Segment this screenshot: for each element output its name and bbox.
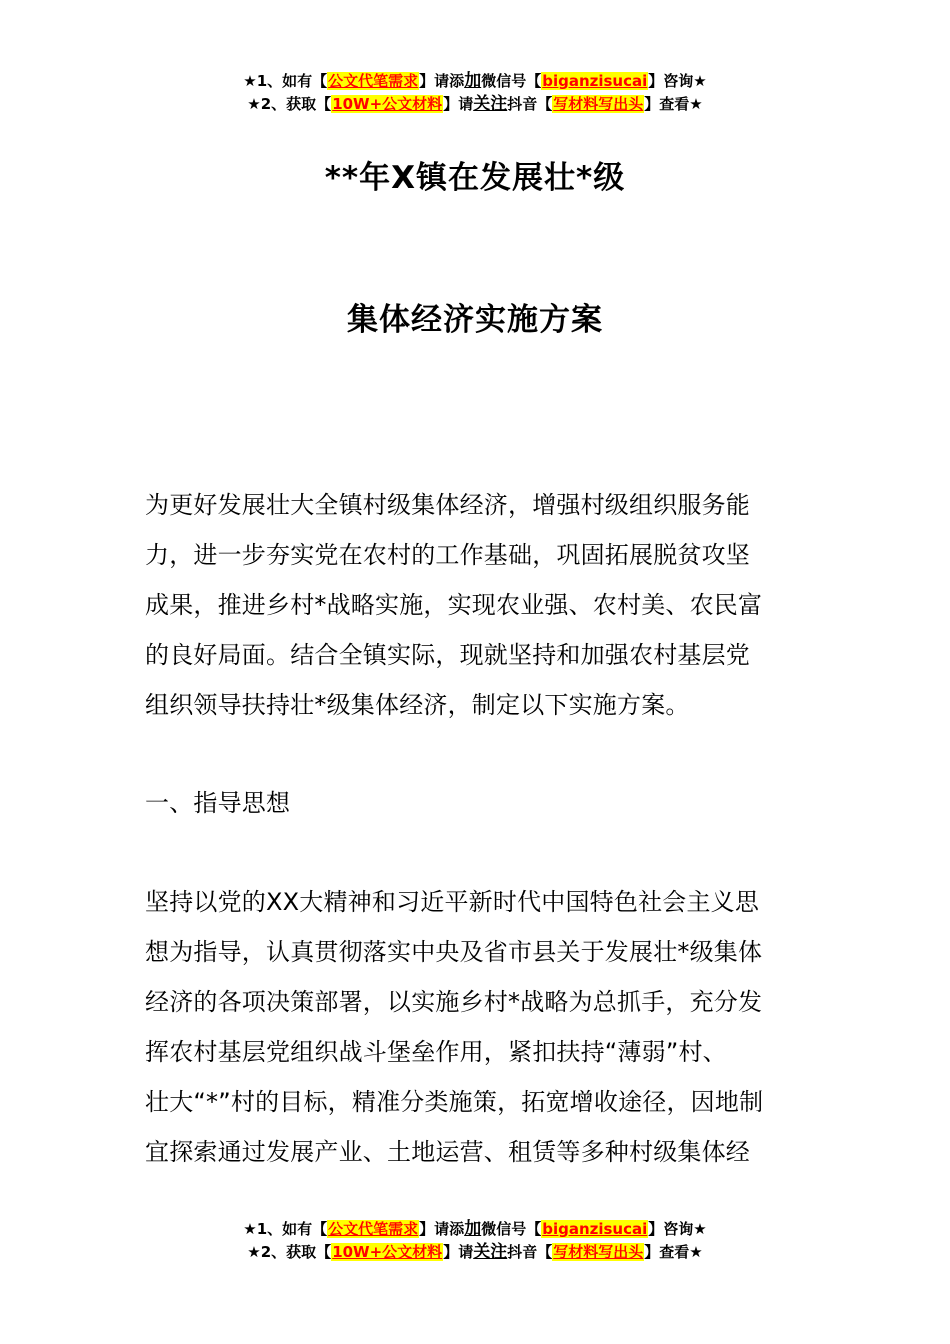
paragraph-line: 壮大“*”村的目标，精准分类施策，拓宽增收途径，因地制 xyxy=(145,1088,764,1116)
paragraph-line: 想为指导，认真贯彻落实中央及省市县关于发展壮*级集体 xyxy=(145,938,763,966)
paragraph-line: 力，进一步夯实党在农村的工作基础，巩固拓展脱贫攻坚 xyxy=(145,541,750,569)
paragraph-line: 的良好局面。结合全镇实际，现就坚持和加强农村基层党 xyxy=(145,641,750,669)
promo-line-2: ★2、获取【10W+公文材料】请关注抖音【写材料写出头】查看★ xyxy=(247,1242,703,1262)
promo-line-1: ★1、如有【公文代笔需求】请添加微信号【biganzisucai】咨询★ xyxy=(243,1219,707,1239)
paragraph-line: 宜探索通过发展产业、土地运营、租赁等多种村级集体经 xyxy=(145,1138,750,1166)
section-heading: 一、指导思想 xyxy=(145,789,291,817)
promo-highlight-materials: 10W+公文材料 xyxy=(332,1243,443,1261)
top-promo-banner xyxy=(0,70,950,116)
promo-highlight-service: 公文代笔需求 xyxy=(328,72,419,90)
document-title-line-2: 集体经济实施方案 xyxy=(347,302,603,338)
promo-line-2: ★2、获取【10W+公文材料】请关注抖音【写材料写出头】查看★ xyxy=(247,94,703,114)
paragraph-line: 坚持以党的XX大精神和习近平新时代中国特色社会主义思 xyxy=(145,888,760,916)
paragraph-line: 成果，推进乡村*战略实施，实现农业强、农村美、农民富 xyxy=(145,591,763,619)
promo-highlight-materials: 10W+公文材料 xyxy=(332,95,443,113)
bottom-promo-banner xyxy=(0,1218,950,1264)
section-body-paragraph xyxy=(145,877,810,1177)
promo-highlight-wechat-id: biganzisucai xyxy=(542,72,648,90)
paragraph-line: 经济的各项决策部署，以实施乡村*战略为总抓手，充分发 xyxy=(145,988,763,1016)
paragraph-line: 组织领导扶持壮*级集体经济，制定以下实施方案。 xyxy=(145,691,690,719)
document-title-line-1: **年X镇在发展壮*级 xyxy=(324,160,626,196)
paragraph-line: 为更好发展壮大全镇村级集体经济，增强村级组织服务能 xyxy=(145,491,750,519)
promo-highlight-douyin: 写材料写出头 xyxy=(553,1243,644,1261)
intro-paragraph xyxy=(145,480,810,730)
promo-line-1: ★1、如有【公文代笔需求】请添加微信号【biganzisucai】咨询★ xyxy=(243,71,707,91)
promo-highlight-douyin: 写材料写出头 xyxy=(553,95,644,113)
promo-highlight-wechat-id: biganzisucai xyxy=(542,1220,648,1238)
paragraph-line: 挥农村基层党组织战斗堡垒作用，紧扣扶持“薄弱”村、 xyxy=(145,1038,727,1066)
promo-highlight-service: 公文代笔需求 xyxy=(328,1220,419,1238)
